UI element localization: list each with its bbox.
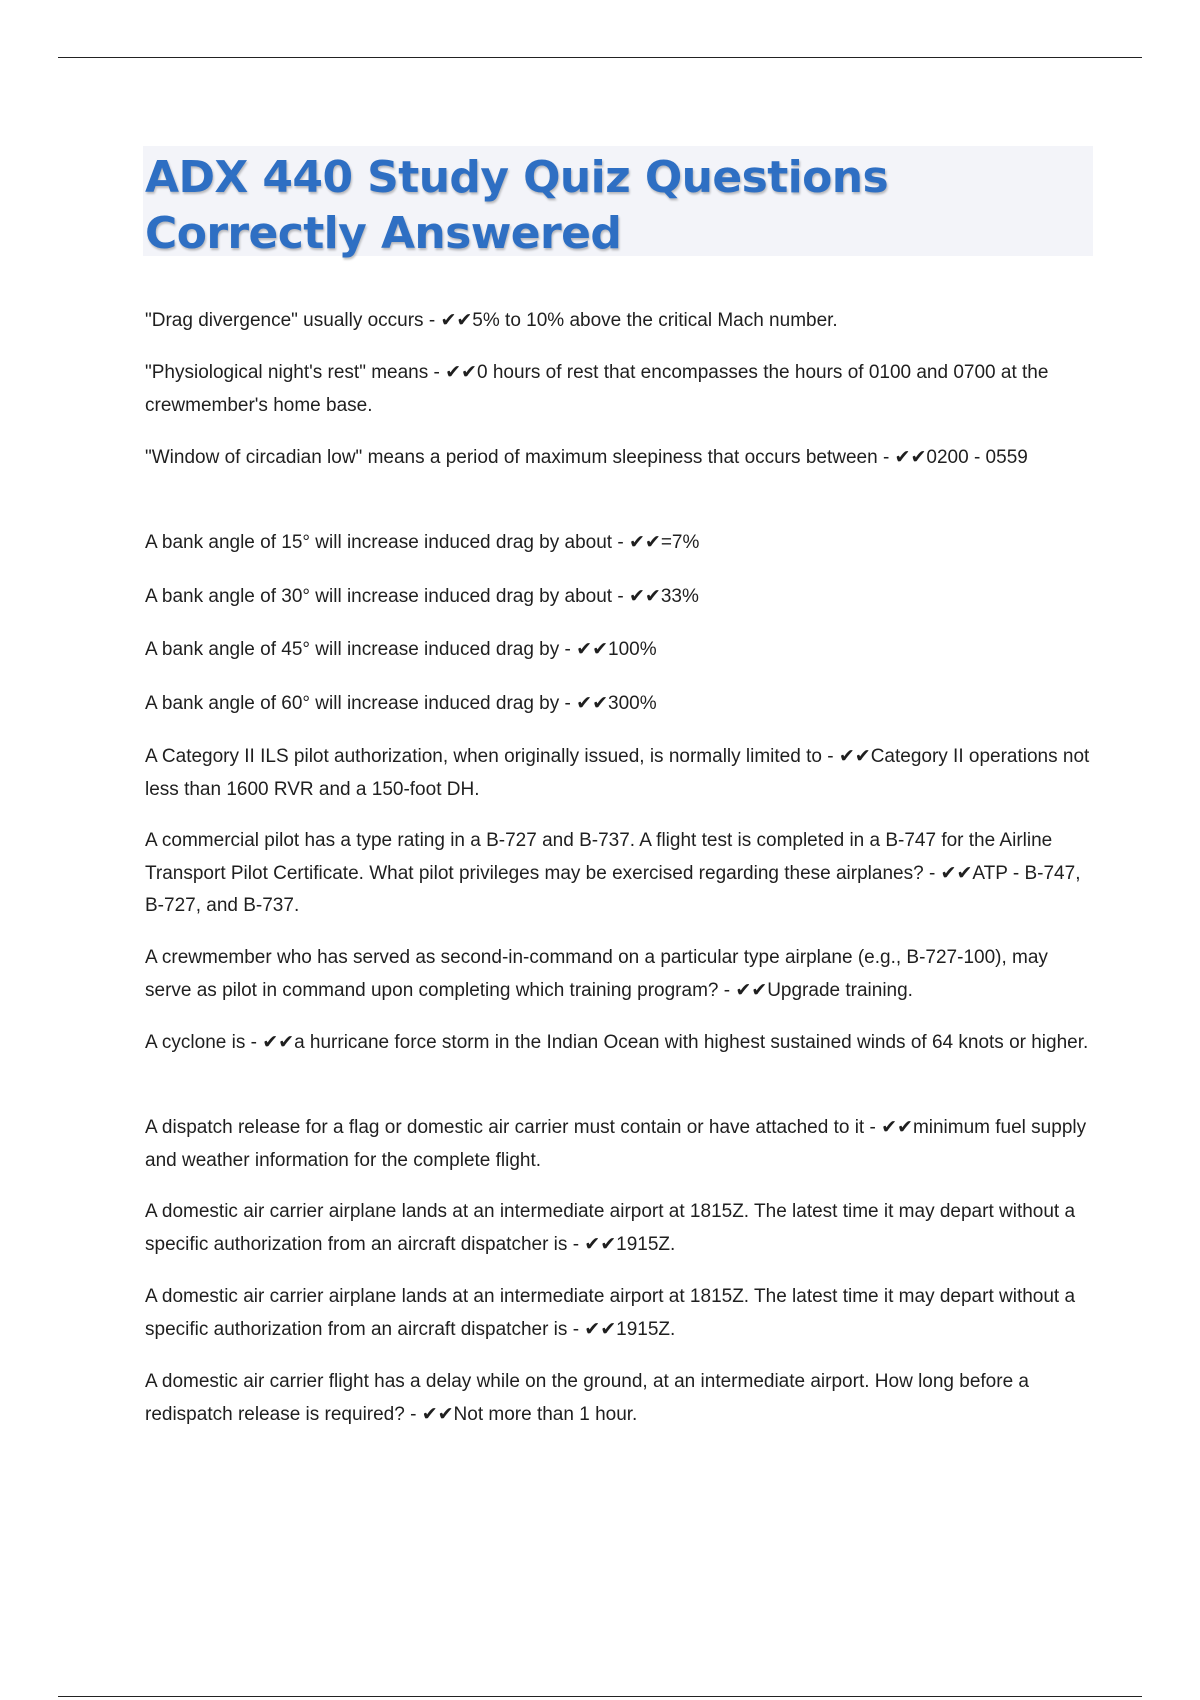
- qa-item-12: [145, 1112, 1090, 1177]
- bottom-rule: [58, 1696, 1142, 1697]
- question-text: A domestic air carrier airplane lands at an intermediate airport at 1815Z. The latest time it may depart without a specific authorization from an aircraft dispatcher is: [145, 1201, 1076, 1255]
- qa-item-11: [145, 1027, 1090, 1060]
- question-text: "Physiological night's rest" means: [145, 362, 429, 383]
- question-text: A Category II ILS pilot authorization, when originally issued, is normally limited to: [145, 746, 822, 767]
- question-text: A domestic air carrier airplane lands at an intermediate airport at 1815Z. The latest time it may depart without a specific authorization from an aircraft dispatcher is: [145, 1286, 1076, 1340]
- question-text: A crewmember who has served as second-in-command on a particular type airplane (e.g., B-727-100), may serve as pilot in command upon completing which training program?: [145, 947, 1048, 1001]
- answer-marker: - ✔✔: [877, 447, 927, 468]
- answer-marker: - ✔✔: [404, 1403, 454, 1425]
- answer-text: 0200 - 0559: [926, 447, 1028, 468]
- qa-item-5: [145, 581, 1090, 614]
- answer-text: 1915Z.: [616, 1318, 676, 1340]
- answer-marker: - ✔✔: [559, 693, 608, 714]
- document-title: ADX 440 Study Quiz Questions Correctly Answered: [145, 152, 889, 259]
- qa-item-15: [145, 1366, 1090, 1431]
- answer-text: 1915Z.: [616, 1233, 676, 1255]
- question-text: "Drag divergence" usually occurs: [145, 310, 424, 331]
- question-text: A commercial pilot has a type rating in a B-727 and B-737. A flight test is completed in a B-747 for the Airline Transport Pilot Certificate. What pilot privileges may be exercised regarding these airplanes?: [145, 830, 1053, 884]
- answer-marker: - ✔✔: [559, 639, 608, 660]
- qa-item-7: [145, 688, 1090, 721]
- answer-text: Upgrade training.: [767, 979, 913, 1001]
- title-banner: [143, 146, 1093, 259]
- question-text: A bank angle of 45° will increase induced drag by: [145, 639, 560, 660]
- question-text: A cyclone is: [145, 1032, 246, 1053]
- answer-marker: - ✔✔: [864, 1117, 913, 1138]
- answer-marker: - ✔✔: [423, 310, 473, 331]
- question-text: A domestic air carrier flight has a delay while on the ground, at an intermediate airport. How long before a redispatch release is required?: [145, 1371, 1029, 1425]
- answer-text: 100%: [608, 639, 657, 660]
- answer-marker: - ✔✔: [718, 979, 768, 1001]
- answer-marker: - ✔✔: [612, 532, 661, 553]
- qa-item-4: [145, 527, 1090, 560]
- answer-text: Category II operations not less than 1600 RVR and a 150-foot DH.: [145, 746, 1090, 800]
- answer-marker: - ✔✔: [821, 746, 871, 767]
- answer-marker: - ✔✔: [567, 1318, 617, 1340]
- qa-item-9: [145, 825, 1090, 923]
- qa-item-2: [145, 357, 1090, 422]
- answer-text: =7%: [660, 532, 700, 553]
- answer-text: 33%: [660, 586, 699, 607]
- answer-marker: - ✔✔: [567, 1233, 617, 1255]
- answer-text: Not more than 1 hour.: [453, 1403, 638, 1425]
- qa-item-6: [145, 634, 1090, 667]
- answer-marker: - ✔✔: [428, 362, 477, 383]
- answer-text: minimum fuel supply and weather information for the complete flight.: [145, 1117, 1087, 1171]
- qa-item-8: [145, 741, 1090, 806]
- answer-text: ATP - B-747, B-727, and B-737.: [145, 862, 1081, 916]
- answer-text: a hurricane force storm in the Indian Ocean with highest sustained winds of 64 knots or higher.: [294, 1032, 1089, 1053]
- answer-text: 0 hours of rest that encompasses the hours of 0100 and 0700 at the crewmember's home base.: [145, 362, 1049, 416]
- top-rule: [58, 57, 1142, 58]
- question-text: "Window of circadian low" means a period of maximum sleepiness that occurs between: [145, 447, 878, 468]
- qa-item-1: [145, 305, 1090, 338]
- qa-item-10: [145, 942, 1090, 1007]
- answer-text: 300%: [608, 693, 657, 714]
- answer-marker: - ✔✔: [612, 586, 661, 607]
- qa-item-13: [145, 1196, 1090, 1261]
- question-text: A dispatch release for a flag or domestic air carrier must contain or have attached to it: [145, 1117, 865, 1138]
- answer-text: 5% to 10% above the critical Mach number.: [472, 310, 838, 331]
- qa-item-3: [145, 442, 1090, 475]
- question-text: A bank angle of 15° will increase induced drag by about: [145, 532, 613, 553]
- answer-marker: - ✔✔: [923, 862, 973, 884]
- qa-item-14: [145, 1281, 1090, 1346]
- question-text: A bank angle of 60° will increase induced drag by: [145, 693, 560, 714]
- answer-marker: - ✔✔: [245, 1032, 295, 1053]
- question-text: A bank angle of 30° will increase induced drag by about: [145, 586, 613, 607]
